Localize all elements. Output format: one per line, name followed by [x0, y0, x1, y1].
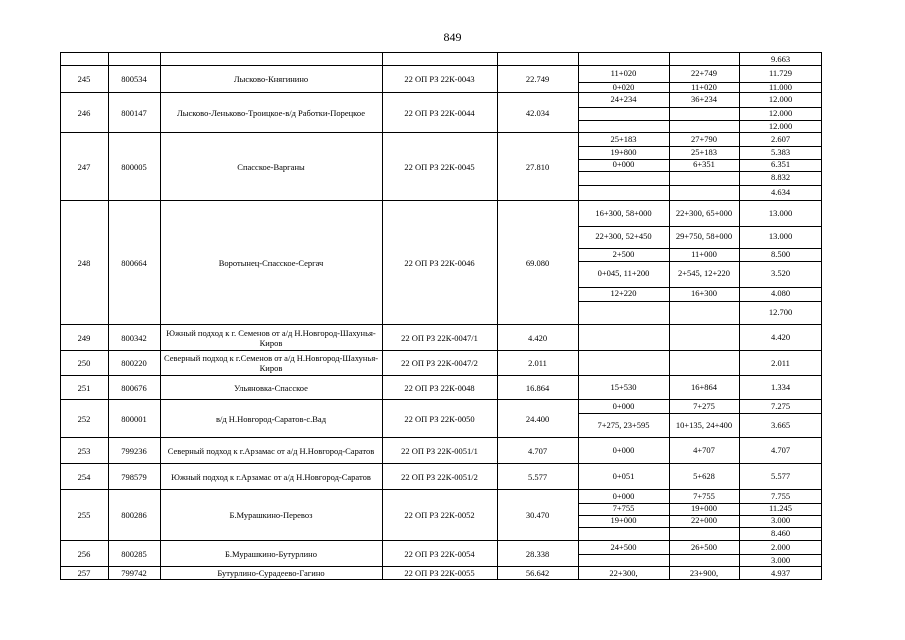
- table-row: [60, 489, 822, 540]
- road-code: 800534: [121, 74, 147, 84]
- table-row: [60, 437, 822, 463]
- segment-end: 6+351: [693, 159, 715, 170]
- segment-start: [578, 527, 669, 541]
- road-length: 30.470: [525, 510, 550, 520]
- segment-end: 7+275: [693, 400, 715, 411]
- segment-length: 4.634: [770, 187, 791, 198]
- row-number: 256: [77, 548, 91, 559]
- table-row: [60, 132, 822, 200]
- segment-length: 9.663: [770, 54, 791, 64]
- table-row: [60, 566, 822, 580]
- segment-start: 0+000: [612, 400, 635, 411]
- road-length: 16.864: [525, 382, 550, 393]
- road-length: 56.642: [525, 568, 550, 578]
- road-code: 800147: [121, 107, 147, 118]
- column-divider: [669, 52, 670, 580]
- road-name: в/д Н.Новгород-Саратов-с.Вад: [215, 413, 327, 424]
- row-number: 248: [77, 257, 91, 268]
- segment-length: 5.383: [770, 146, 791, 157]
- segment-length: 11.729: [768, 68, 793, 79]
- road-identifier: 22 ОП РЗ 22К-0044: [404, 107, 475, 118]
- road-identifier: 22 ОП РЗ 22К-0048: [404, 382, 475, 393]
- segment-length: 12.700: [768, 307, 793, 318]
- segment-length: 13.000: [768, 207, 793, 218]
- segment-start: 19+800: [610, 146, 637, 157]
- road-name: Б.Мурашкино-Бутурлино: [225, 548, 317, 559]
- segment-end: 22+300, 65+000: [675, 207, 733, 218]
- row-number: 252: [77, 413, 91, 424]
- segment-length: 4.420: [770, 332, 791, 343]
- road-identifier: 22 ОП РЗ 22К-0045: [404, 161, 475, 172]
- table-row: [60, 324, 822, 350]
- column-divider: [821, 52, 822, 580]
- segment-end: 36+234: [690, 94, 718, 105]
- segment-end: 29+750, 58+000: [675, 231, 733, 242]
- segment-start: 0+020: [612, 81, 635, 92]
- segment-end: 5+628: [693, 471, 715, 482]
- segment-end: 26+500: [690, 541, 718, 552]
- road-code: 800285: [121, 548, 147, 559]
- table-row: [60, 65, 822, 92]
- segment-start: 0+051: [612, 471, 635, 482]
- roads-table: [60, 52, 822, 580]
- road-length: 28.338: [525, 548, 550, 559]
- segment-length: 8.460: [770, 528, 791, 539]
- road-identifier: 22 ОП РЗ 22К-0051/2: [401, 471, 478, 482]
- road-name: Северный подход к г.Семенов от а/д Н.Новгород-Шахунья-Киров: [163, 353, 379, 373]
- row-number: 247: [77, 161, 91, 172]
- segment-end: 19+000: [690, 503, 718, 514]
- road-code: 798579: [121, 471, 147, 482]
- road-code: 799236: [121, 445, 147, 456]
- segment-length: 12.000: [768, 94, 793, 105]
- segment-start: 19+000: [610, 515, 637, 526]
- segment-end: 22+000: [690, 515, 718, 526]
- road-code: 799742: [121, 568, 147, 578]
- road-code: 800286: [121, 510, 147, 520]
- segment-end: 10+135, 24+400: [675, 419, 733, 430]
- column-divider: [382, 52, 383, 580]
- road-name: Южный подход к г. Семенов от а/д Н.Новгород-Шахунья-Киров: [166, 327, 376, 348]
- segment-end: 25+183: [690, 146, 718, 157]
- segment-start: 22+300,: [609, 568, 638, 579]
- segment-start: 25+183: [610, 133, 637, 144]
- segment-length: 4.080: [770, 288, 791, 299]
- segment-length: 2.011: [771, 357, 790, 368]
- table-row: [60, 200, 822, 324]
- row-number: 253: [77, 445, 91, 456]
- segment-start: 0+000: [612, 490, 635, 501]
- segment-end: 2+545, 12+220: [677, 268, 731, 279]
- segment-length: 5.577: [770, 471, 791, 482]
- segment-start: [578, 301, 669, 325]
- segment-length: 1.334: [770, 382, 791, 393]
- segment-length: 3.000: [770, 515, 791, 526]
- segment-start: 7+755: [612, 503, 635, 514]
- road-identifier: 22 ОП РЗ 22К-0055: [404, 568, 475, 578]
- segment-length: 8.500: [770, 248, 791, 259]
- row-number: 246: [77, 107, 91, 118]
- row-number: 257: [77, 568, 91, 578]
- segment-end: [669, 171, 739, 185]
- segment-start: [578, 351, 669, 376]
- segment-length: 2.000: [770, 541, 791, 552]
- column-divider: [108, 52, 109, 580]
- road-length: 24.400: [525, 413, 550, 424]
- segment-start: 24+234: [610, 94, 637, 105]
- segment-end: 11+000: [691, 248, 717, 259]
- column-divider: [160, 52, 161, 580]
- table-row: [60, 350, 822, 375]
- row-number: 251: [77, 382, 91, 393]
- segment-start: 22+300, 52+450: [595, 231, 652, 242]
- segment-start: 2+500: [612, 248, 635, 259]
- segment-end: [669, 301, 739, 325]
- segment-start: [578, 185, 669, 201]
- segment-end: [669, 527, 739, 541]
- segment-length: 7.275: [770, 400, 791, 411]
- row-number: 254: [77, 471, 91, 482]
- road-length: 4.420: [527, 332, 548, 343]
- table-row: [60, 399, 822, 437]
- road-code: 800005: [121, 161, 147, 172]
- road-code: 800001: [121, 413, 147, 424]
- segment-end: 7+755: [693, 490, 715, 501]
- table-row: [60, 92, 822, 132]
- segment-length: 12.000: [768, 120, 793, 131]
- segment-start: 16+300, 58+000: [595, 207, 652, 218]
- column-divider: [739, 52, 740, 580]
- segment-length: 7.755: [770, 490, 791, 501]
- road-length: 2.011: [528, 358, 547, 368]
- road-identifier: 22 ОП РЗ 22К-0046: [404, 257, 475, 268]
- road-code: 800664: [121, 257, 147, 268]
- segment-start: 0+000: [612, 159, 635, 170]
- segment-start: [578, 171, 669, 185]
- segment-start: 12+220: [610, 288, 637, 299]
- road-name: Южный подход к г.Арзамас от а/д Н.Новгород-Саратов: [171, 471, 371, 482]
- column-divider: [497, 52, 498, 580]
- segment-end: [669, 325, 739, 351]
- segment-length: 11.245: [768, 503, 793, 514]
- column-divider: [60, 52, 61, 580]
- segment-end: [669, 107, 739, 120]
- page-number: 849: [443, 30, 462, 44]
- segment-end: 11+020: [691, 81, 717, 92]
- segment-length: 8.832: [770, 172, 791, 183]
- segment-length: 4.937: [770, 568, 791, 579]
- segment-start: 7+275, 23+595: [597, 419, 650, 430]
- segment-start: [578, 325, 669, 351]
- column-divider: [578, 52, 579, 580]
- segment-length: 6.351: [770, 159, 791, 170]
- table-row: [60, 375, 822, 399]
- road-name: Б.Мурашкино-Перевоз: [229, 510, 313, 520]
- segment-length: 11.000: [768, 81, 793, 92]
- road-code: 800220: [121, 358, 147, 368]
- segment-length: 4.707: [770, 445, 791, 456]
- segment-length: 3.520: [770, 268, 791, 279]
- road-identifier: 22 ОП РЗ 22К-0054: [404, 548, 475, 559]
- road-identifier: 22 ОП РЗ 22К-0047/2: [401, 358, 478, 368]
- road-name: Спасское-Варганы: [237, 161, 305, 172]
- segment-length: 12.000: [768, 107, 793, 118]
- row-number: 250: [77, 358, 91, 368]
- segment-end: 16+864: [690, 382, 718, 393]
- table-row: [60, 52, 822, 65]
- segment-length: 3.665: [770, 419, 791, 430]
- segment-end: 27+790: [690, 133, 718, 144]
- segment-start: 11+020: [610, 68, 637, 79]
- road-name: Северный подход к г.Арзамас от а/д Н.Новгород-Саратов: [167, 445, 375, 456]
- segment-end: 22+749: [690, 68, 718, 79]
- road-identifier: 22 ОП РЗ 22К-0052: [404, 510, 475, 520]
- row-number: 245: [77, 74, 91, 84]
- road-length: 27.810: [525, 161, 550, 172]
- segment-start: 0+000: [612, 445, 635, 456]
- road-code: 800676: [121, 382, 147, 393]
- road-length: 5.577: [527, 471, 548, 482]
- segment-end: 4+707: [693, 445, 715, 456]
- road-code: 800342: [121, 332, 147, 343]
- segment-end: 23+900,: [689, 568, 719, 579]
- road-identifier: 22 ОП РЗ 22К-0050: [404, 413, 475, 424]
- segment-start: 24+500: [610, 541, 637, 552]
- row-number: 255: [77, 510, 91, 520]
- road-name: Лысково-Леньково-Троицкое-в/д Работки-Порецкое: [176, 107, 366, 118]
- road-name: Бутурлино-Сурадеево-Гагино: [217, 568, 325, 578]
- road-name: Лысково-Княгинино: [233, 74, 309, 84]
- segment-length: 2.607: [770, 133, 791, 144]
- road-length: 42.034: [525, 107, 550, 118]
- segment-start: [578, 107, 669, 120]
- segment-end: [669, 351, 739, 376]
- segment-start: 0+045, 11+200: [597, 268, 650, 279]
- road-length: 22.749: [525, 74, 550, 84]
- table-row: [60, 540, 822, 566]
- segment-length: 3.000: [770, 554, 791, 565]
- table-row: [60, 463, 822, 489]
- road-length: 69.080: [525, 257, 550, 268]
- segment-length: 13.000: [768, 231, 793, 242]
- road-name: Ульяновка-Спасское: [234, 382, 308, 393]
- segment-start: 15+530: [610, 382, 637, 393]
- row-number: 249: [77, 332, 91, 343]
- road-identifier: 22 ОП РЗ 22К-0047/1: [401, 332, 478, 343]
- road-name: Воротынец-Спасское-Сергач: [218, 257, 324, 268]
- segment-end: 16+300: [690, 288, 718, 299]
- segment-end: [669, 185, 739, 201]
- road-identifier: 22 ОП РЗ 22К-0051/1: [401, 445, 478, 456]
- road-identifier: 22 ОП РЗ 22К-0043: [404, 74, 475, 84]
- road-length: 4.707: [527, 445, 548, 456]
